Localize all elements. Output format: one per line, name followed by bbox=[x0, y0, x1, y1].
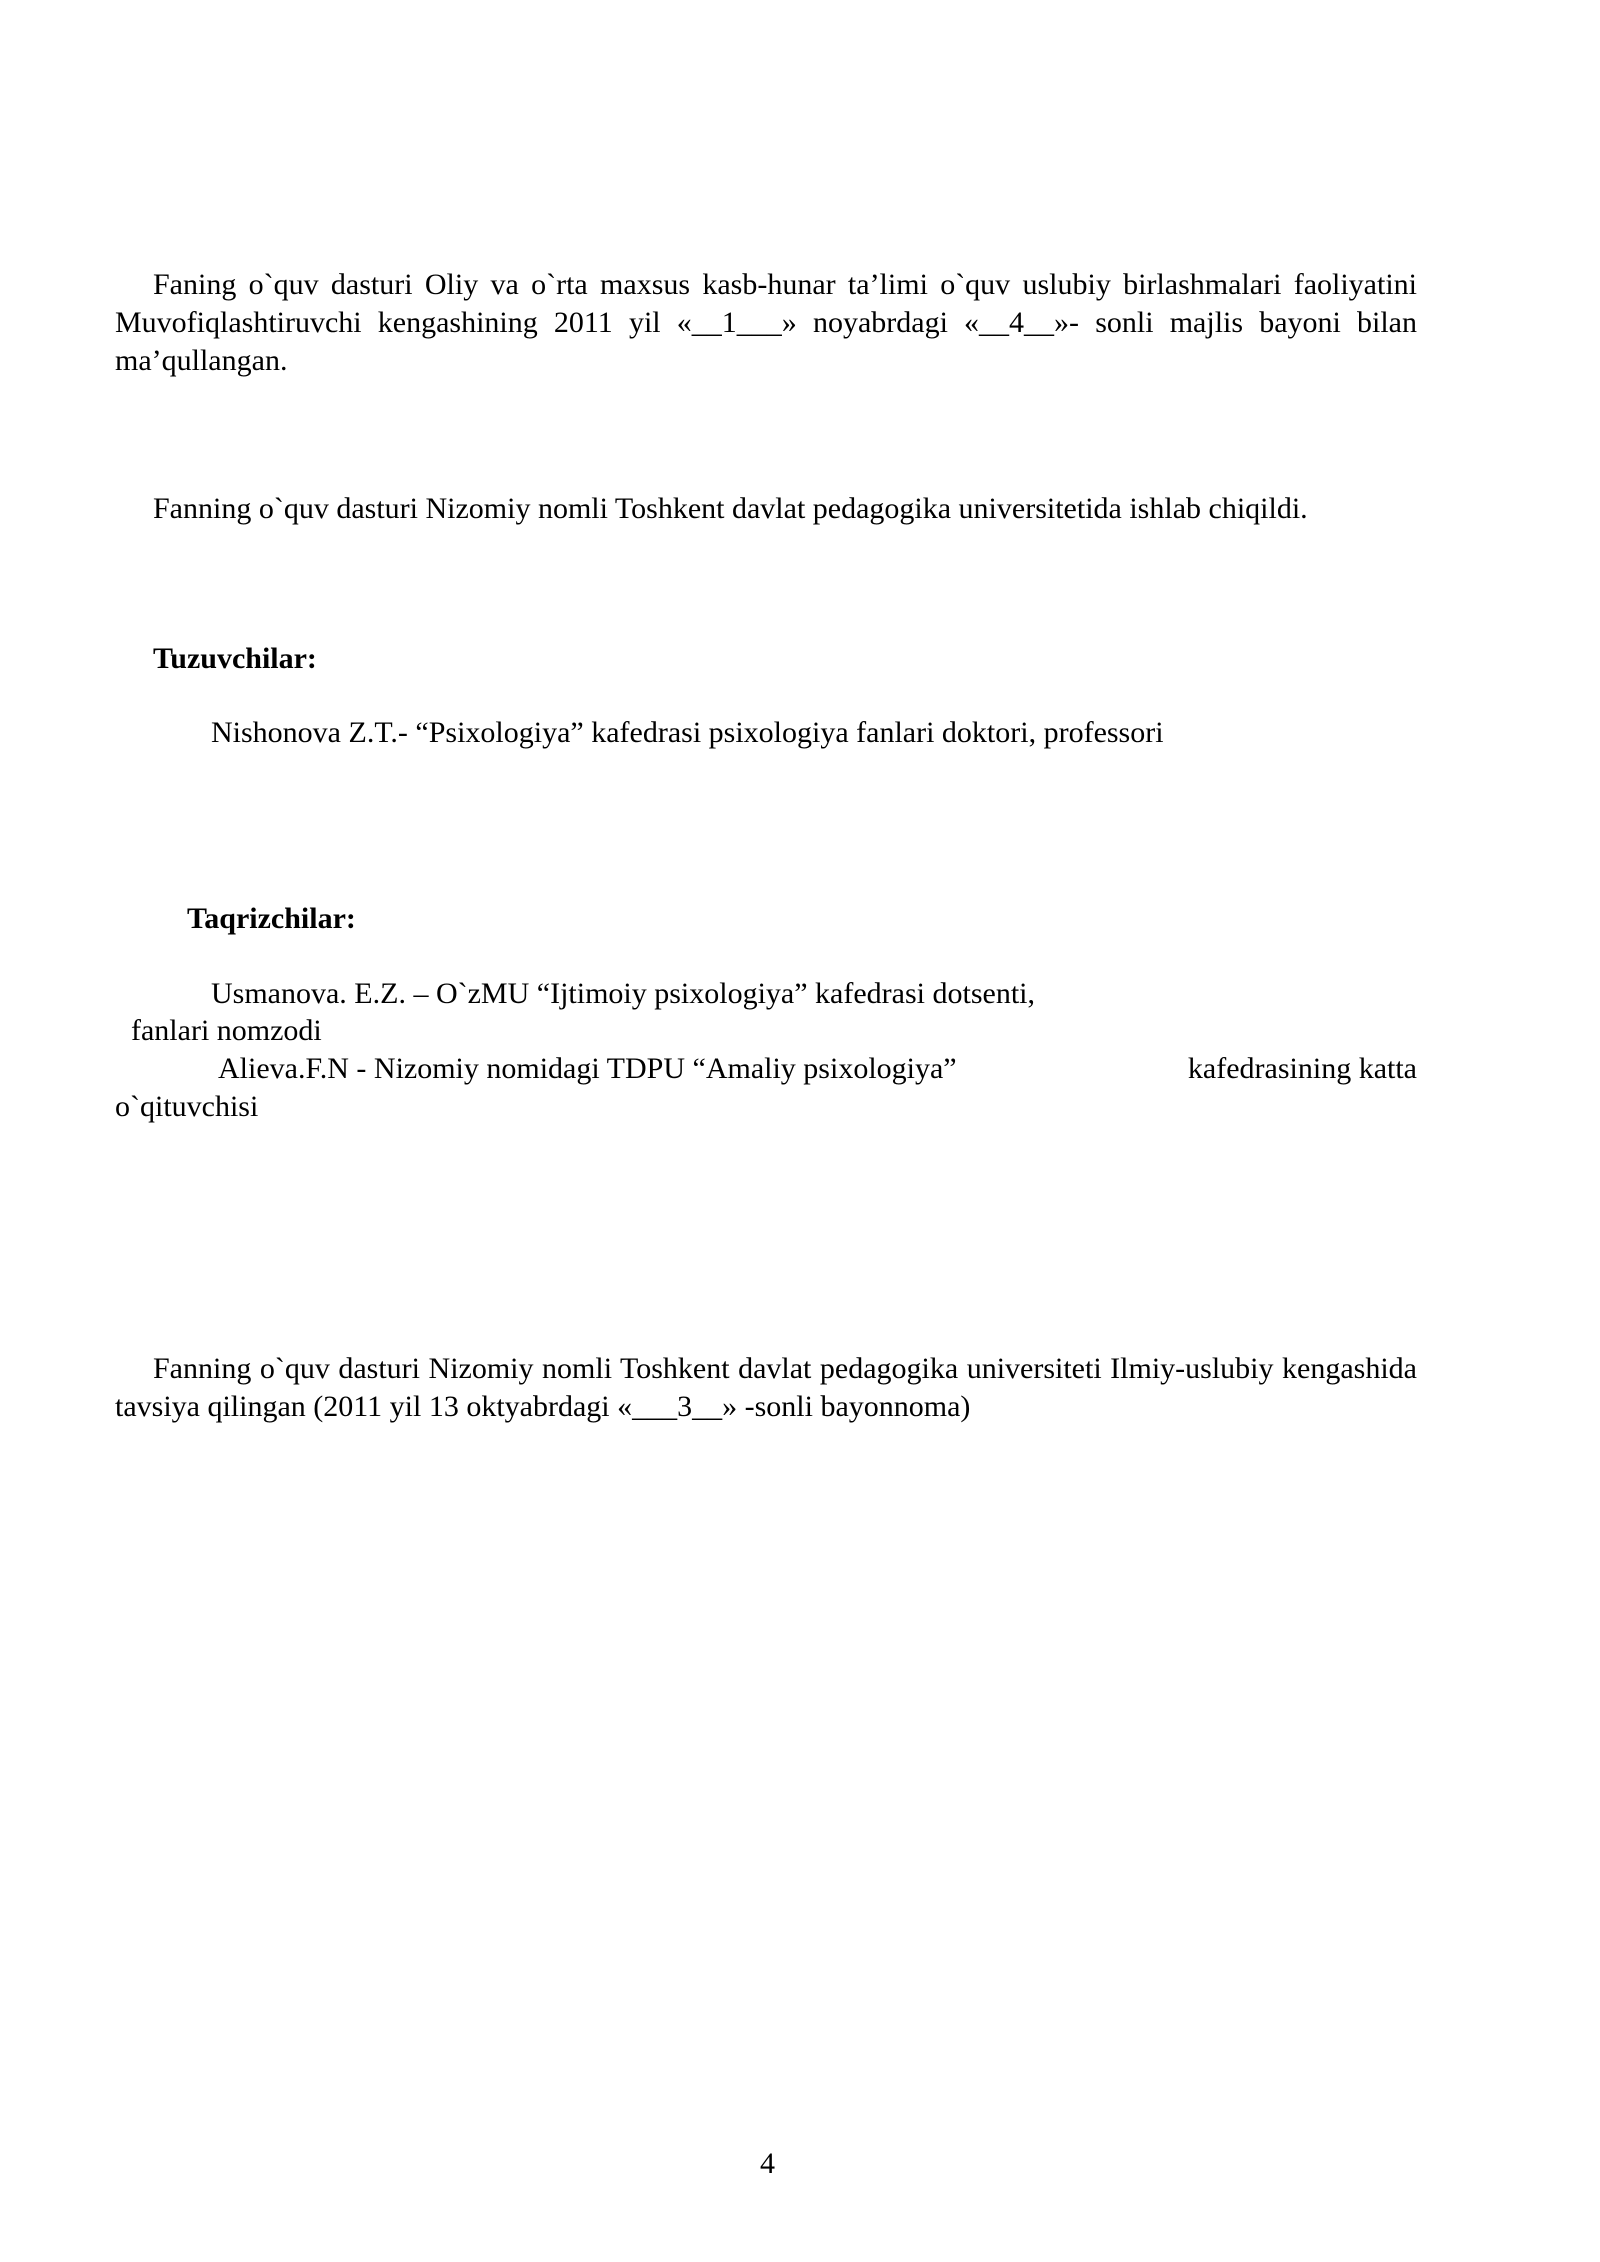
reviewer-2 bbox=[115, 1050, 1417, 1126]
author-entry: Nishonova Z.T.- “Psixologiya” kafedrasi psixologiya fanlari doktori, professori bbox=[211, 716, 1164, 749]
developed-paragraph: Fanning o`quv dasturi Nizomiy nomli Toshkent davlat pedagogika universitetida ishlab chiqildi. bbox=[153, 492, 1308, 525]
approval-paragraph: Faning o`quv dasturi Oliy va o`rta maxsus kasb-hunar ta’limi o`quv uslubiy birlashmalari faoliyatini Muvofiqlashtiruvchi kengashining 2011 yil «__1___» noyabrdagi «__4__»- sonli majlis bayoni bilan ma’qullangan. bbox=[115, 268, 1417, 377]
recommended-paragraph: Fanning o`quv dasturi Nizomiy nomli Toshkent davlat pedagogika universiteti Ilmiy-uslubiy kengashida tavsiya qilingan (2011 yil 13 oktyabrdagi «___3__» -sonli bayonnoma) bbox=[115, 1352, 1417, 1423]
reviewer-2-line-1 bbox=[115, 1050, 1417, 1088]
reviewer-2-line-2: o`qituvchisi bbox=[115, 1090, 259, 1123]
authors-heading: Tuzuvchilar: bbox=[153, 642, 317, 675]
reviewers-heading: Taqrizchilar: bbox=[187, 902, 356, 935]
reviewer-2-line-1-left: Alieva.F.N - Nizomiy nomidagi TDPU “Amaliy psixologiya” bbox=[218, 1052, 957, 1085]
reviewer-1-line-2: fanlari nomzodi bbox=[131, 1014, 322, 1047]
reviewer-2-line-1-right: kafedrasining katta bbox=[1187, 1052, 1417, 1085]
page-number: 4 bbox=[760, 2147, 775, 2180]
reviewer-1-line-1: Usmanova. E.Z. – O`zMU “Ijtimoiy psixologiya” kafedrasi dotsenti, bbox=[211, 977, 1035, 1010]
